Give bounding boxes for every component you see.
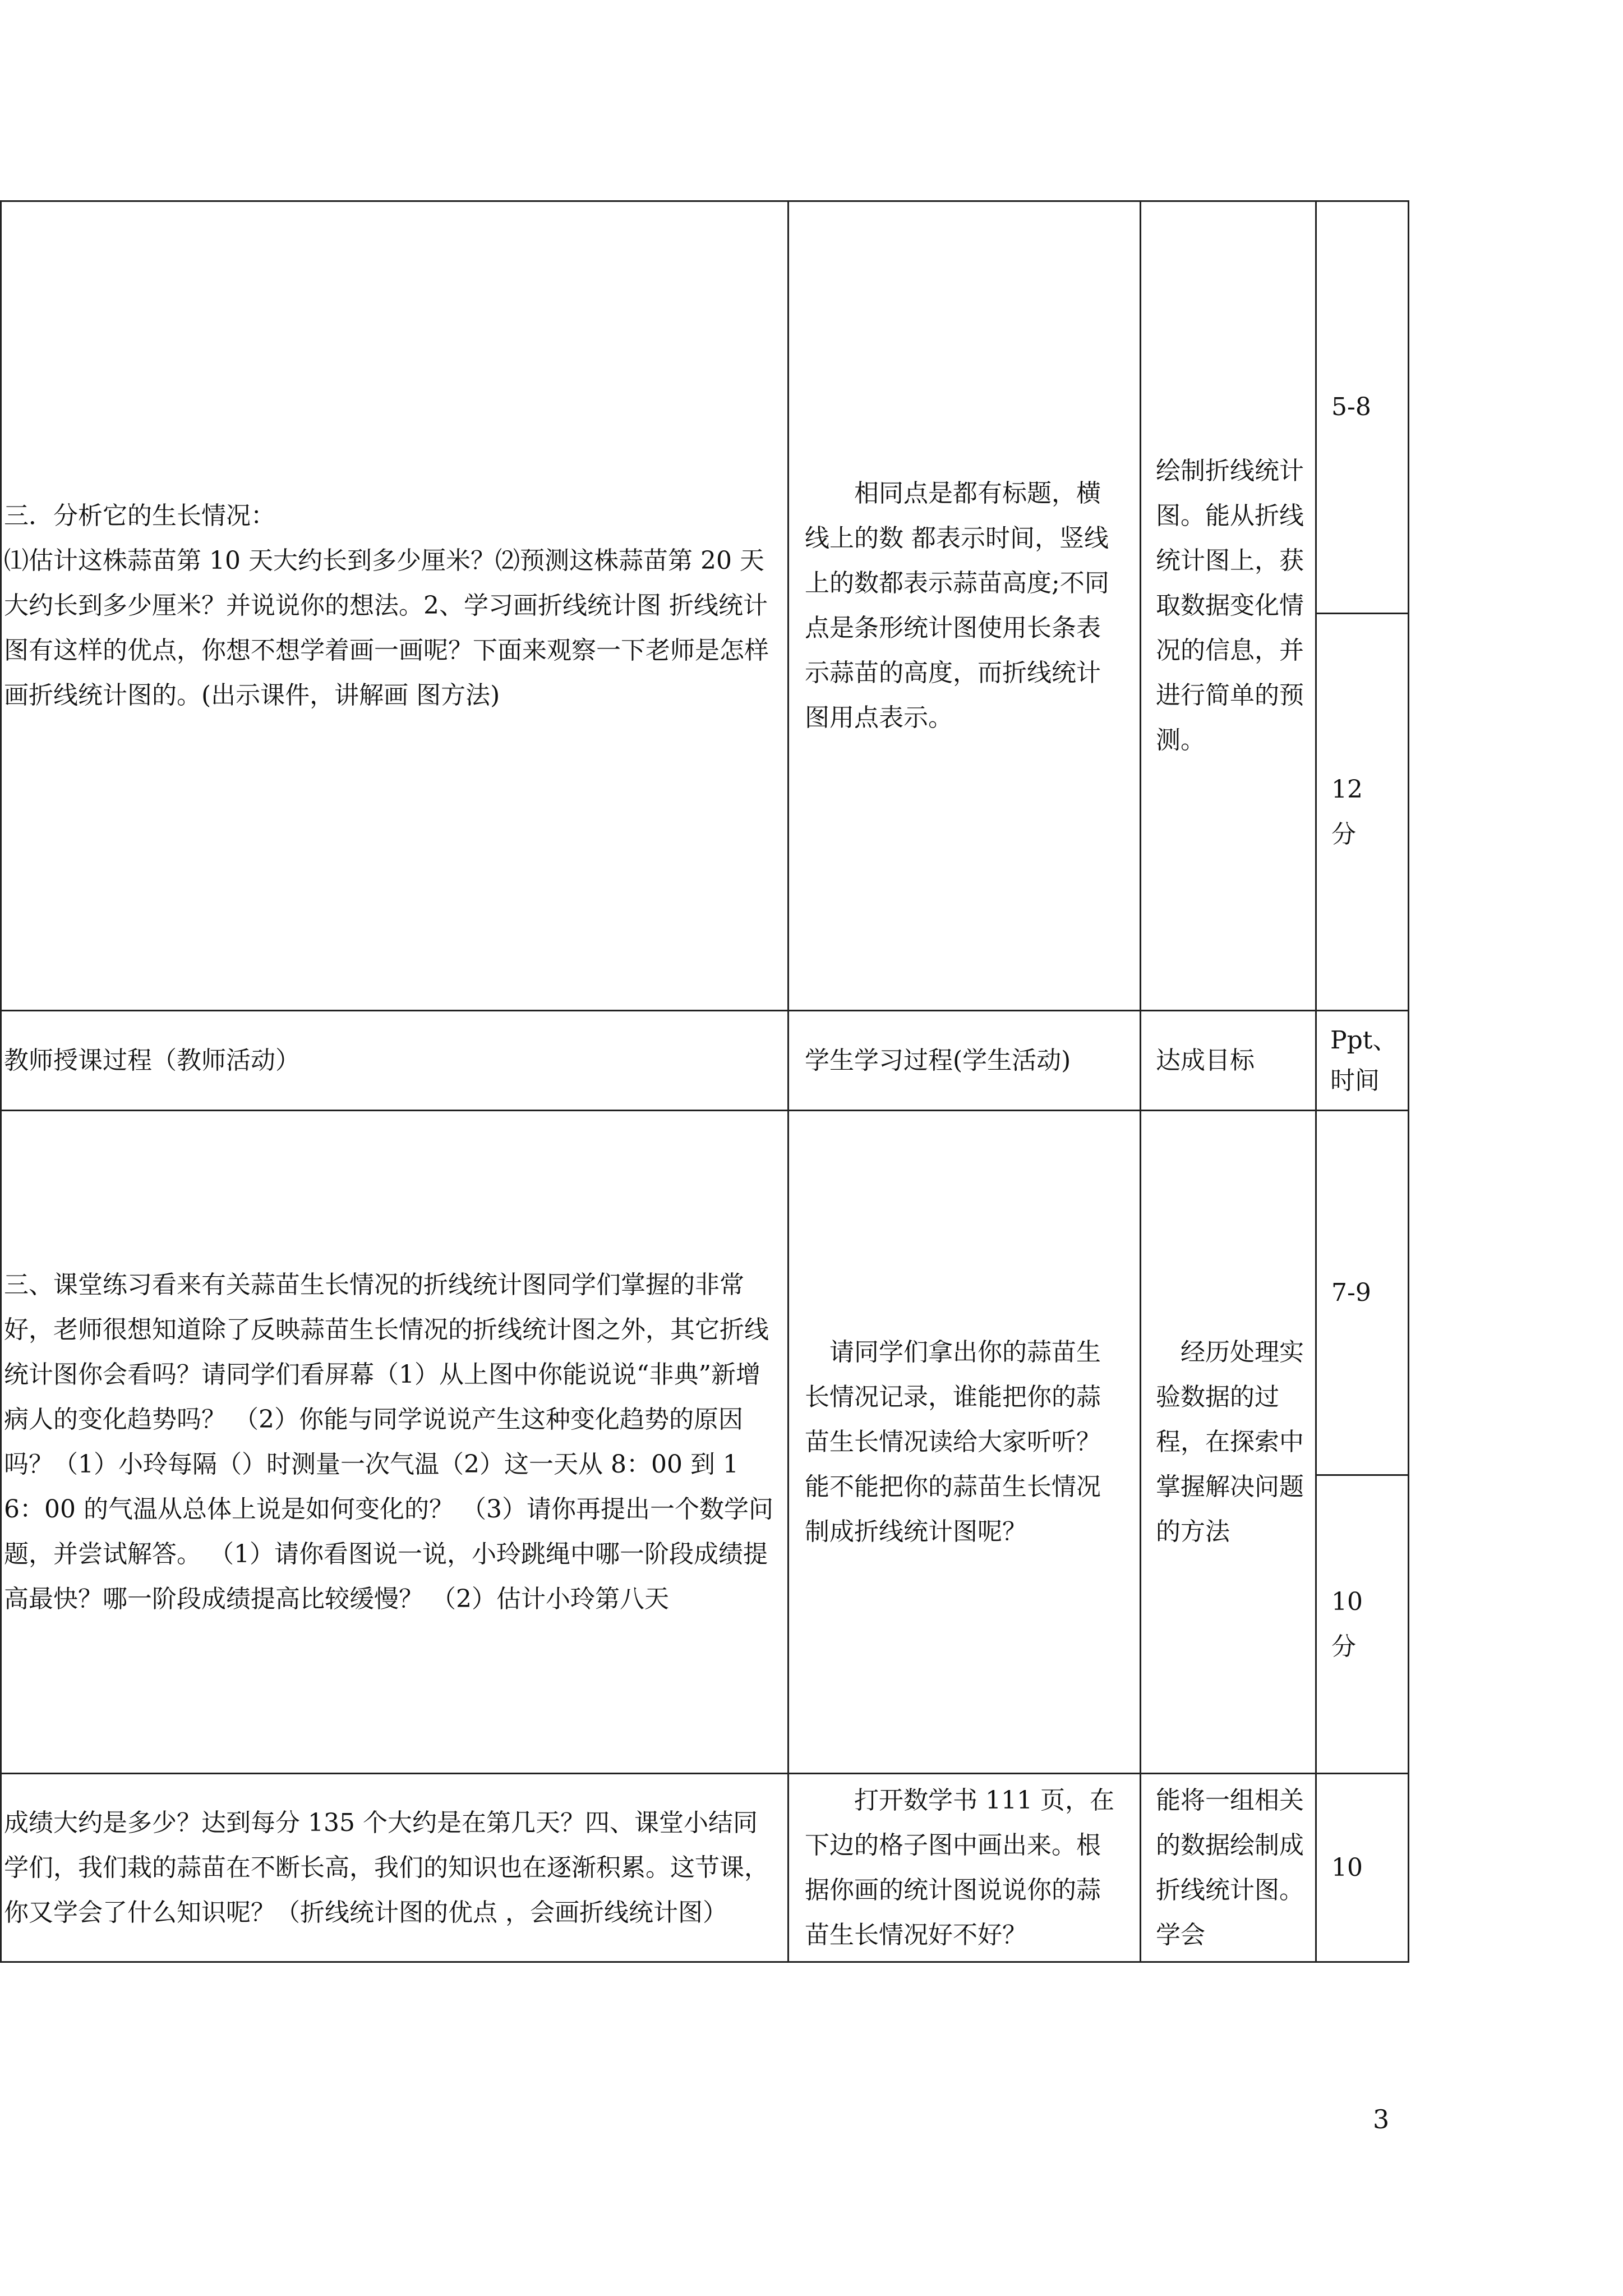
student-activity-cell <box>789 201 1141 1011</box>
header-time-text: Ppt、 时间 <box>1330 1025 1398 1095</box>
goal-cell <box>1141 201 1316 1011</box>
header-time-cell <box>1316 1011 1409 1111</box>
student-activity-cell <box>789 1774 1141 1962</box>
ppt-cell <box>1316 201 1409 614</box>
teacher-activity-cell <box>1 201 789 1011</box>
time-cell <box>1316 614 1409 1011</box>
teacher-activity-cell <box>1 1774 789 1962</box>
table-row <box>1 201 1409 614</box>
teacher-activity-cell <box>1 1111 789 1774</box>
header-student-cell <box>789 1011 1141 1111</box>
time-cell <box>1316 1475 1409 1774</box>
goal-cell <box>1141 1111 1316 1774</box>
student-activity-text: 请同学们拿出你的蒜苗生长情况记录，谁能把你的蒜苗生长情况读给大家听听？能不能把你的蒜苗生长情况制成折线统计图呢？ <box>805 1337 1101 1546</box>
time-text: 12 分 <box>1331 775 1363 849</box>
page-number: 3 <box>1373 2104 1390 2134</box>
time-text: 10 分 <box>1331 1587 1363 1661</box>
header-student-text: 学生学习过程(学生活动) <box>805 1046 1071 1075</box>
time-text: 10 <box>1331 1853 1363 1882</box>
student-activity-cell <box>789 1111 1141 1774</box>
goal-text: 能将一组相关的数据绘制成折线统计图。学会 <box>1156 1786 1304 1949</box>
ppt-cell <box>1316 1111 1409 1475</box>
teacher-activity-text: 三．分析它的生长情况： ⑴估计这株蒜苗第 10 天大约长到多少厘米？⑵预测这株蒜苗第 20 天大约长到多少厘米？并说说你的想法。2、学习画折线统计图 折线统计图有这样的优点，你想不想学着画一画呢？下面来观察一下老师是怎样画折线统计图的。(出示课件，讲解画 图方法) <box>4 501 769 710</box>
goal-text: 经历处理实验数据的过程，在探索中掌握解决问题的方法 <box>1156 1337 1304 1546</box>
table-row <box>1 1774 1409 1962</box>
ppt-text: 7-9 <box>1331 1278 1371 1307</box>
table-row <box>1 1111 1409 1475</box>
time-cell <box>1316 1774 1409 1962</box>
goal-text: 绘制折线统计图。能从折线统计图上，获取数据变化情况的信息，并进行简单的预测。 <box>1156 457 1304 754</box>
goal-cell <box>1141 1774 1316 1962</box>
student-activity-text: 相同点是都有标题，横线上的数 都表示时间，竖线上的数都表示蒜苗高度;不同点是条形统计图使用长条表示蒜苗的高度，而折线统计图用点表示。 <box>805 479 1109 732</box>
header-teacher-text: 教师授课过程（教师活动） <box>4 1046 300 1075</box>
ppt-text: 5-8 <box>1331 393 1371 421</box>
student-activity-text: 打开数学书 111 页，在下边的格子图中画出来。根据你画的统计图说说你的蒜苗生长情况好不好？ <box>805 1786 1114 1949</box>
header-goal-cell <box>1141 1011 1316 1111</box>
lesson-plan-table <box>0 200 1409 1963</box>
header-teacher-cell <box>1 1011 789 1111</box>
header-goal-text: 达成目标 <box>1156 1046 1255 1075</box>
table-header-row <box>1 1011 1409 1111</box>
teacher-activity-text: 成绩大约是多少？达到每分 135 个大约是在第几天？四、课堂小结同学们，我们栽的蒜苗在不断长高，我们的知识也在逐渐积累。这节课，你又学会了什么知识呢？（折线统计图的优点 ，会画折线统计图） <box>4 1808 769 1927</box>
teacher-activity-text: 三、课堂练习看来有关蒜苗生长情况的折线统计图同学们掌握的非常好，老师很想知道除了反映蒜苗生长情况的折线统计图之外，其它折线统计图你会看吗？请同学们看屏幕（1）从上图中你能说说“非典”新增病人的变化趋势吗？ （2）你能与同学说说产生这种变化趋势的原因吗？（1）小玲每隔（）时测量一次气温（2）这一天从 8：00 到 16：00 的气温从总体上说是如何变化的？ （3）请你再提出一个数学问题，并尝试解答。 （1）请你看图说一说，小玲跳绳中哪一阶段成绩提高最快？哪一阶段成绩提高比较缓慢？ （2）估计小玲第八天 <box>4 1270 773 1613</box>
